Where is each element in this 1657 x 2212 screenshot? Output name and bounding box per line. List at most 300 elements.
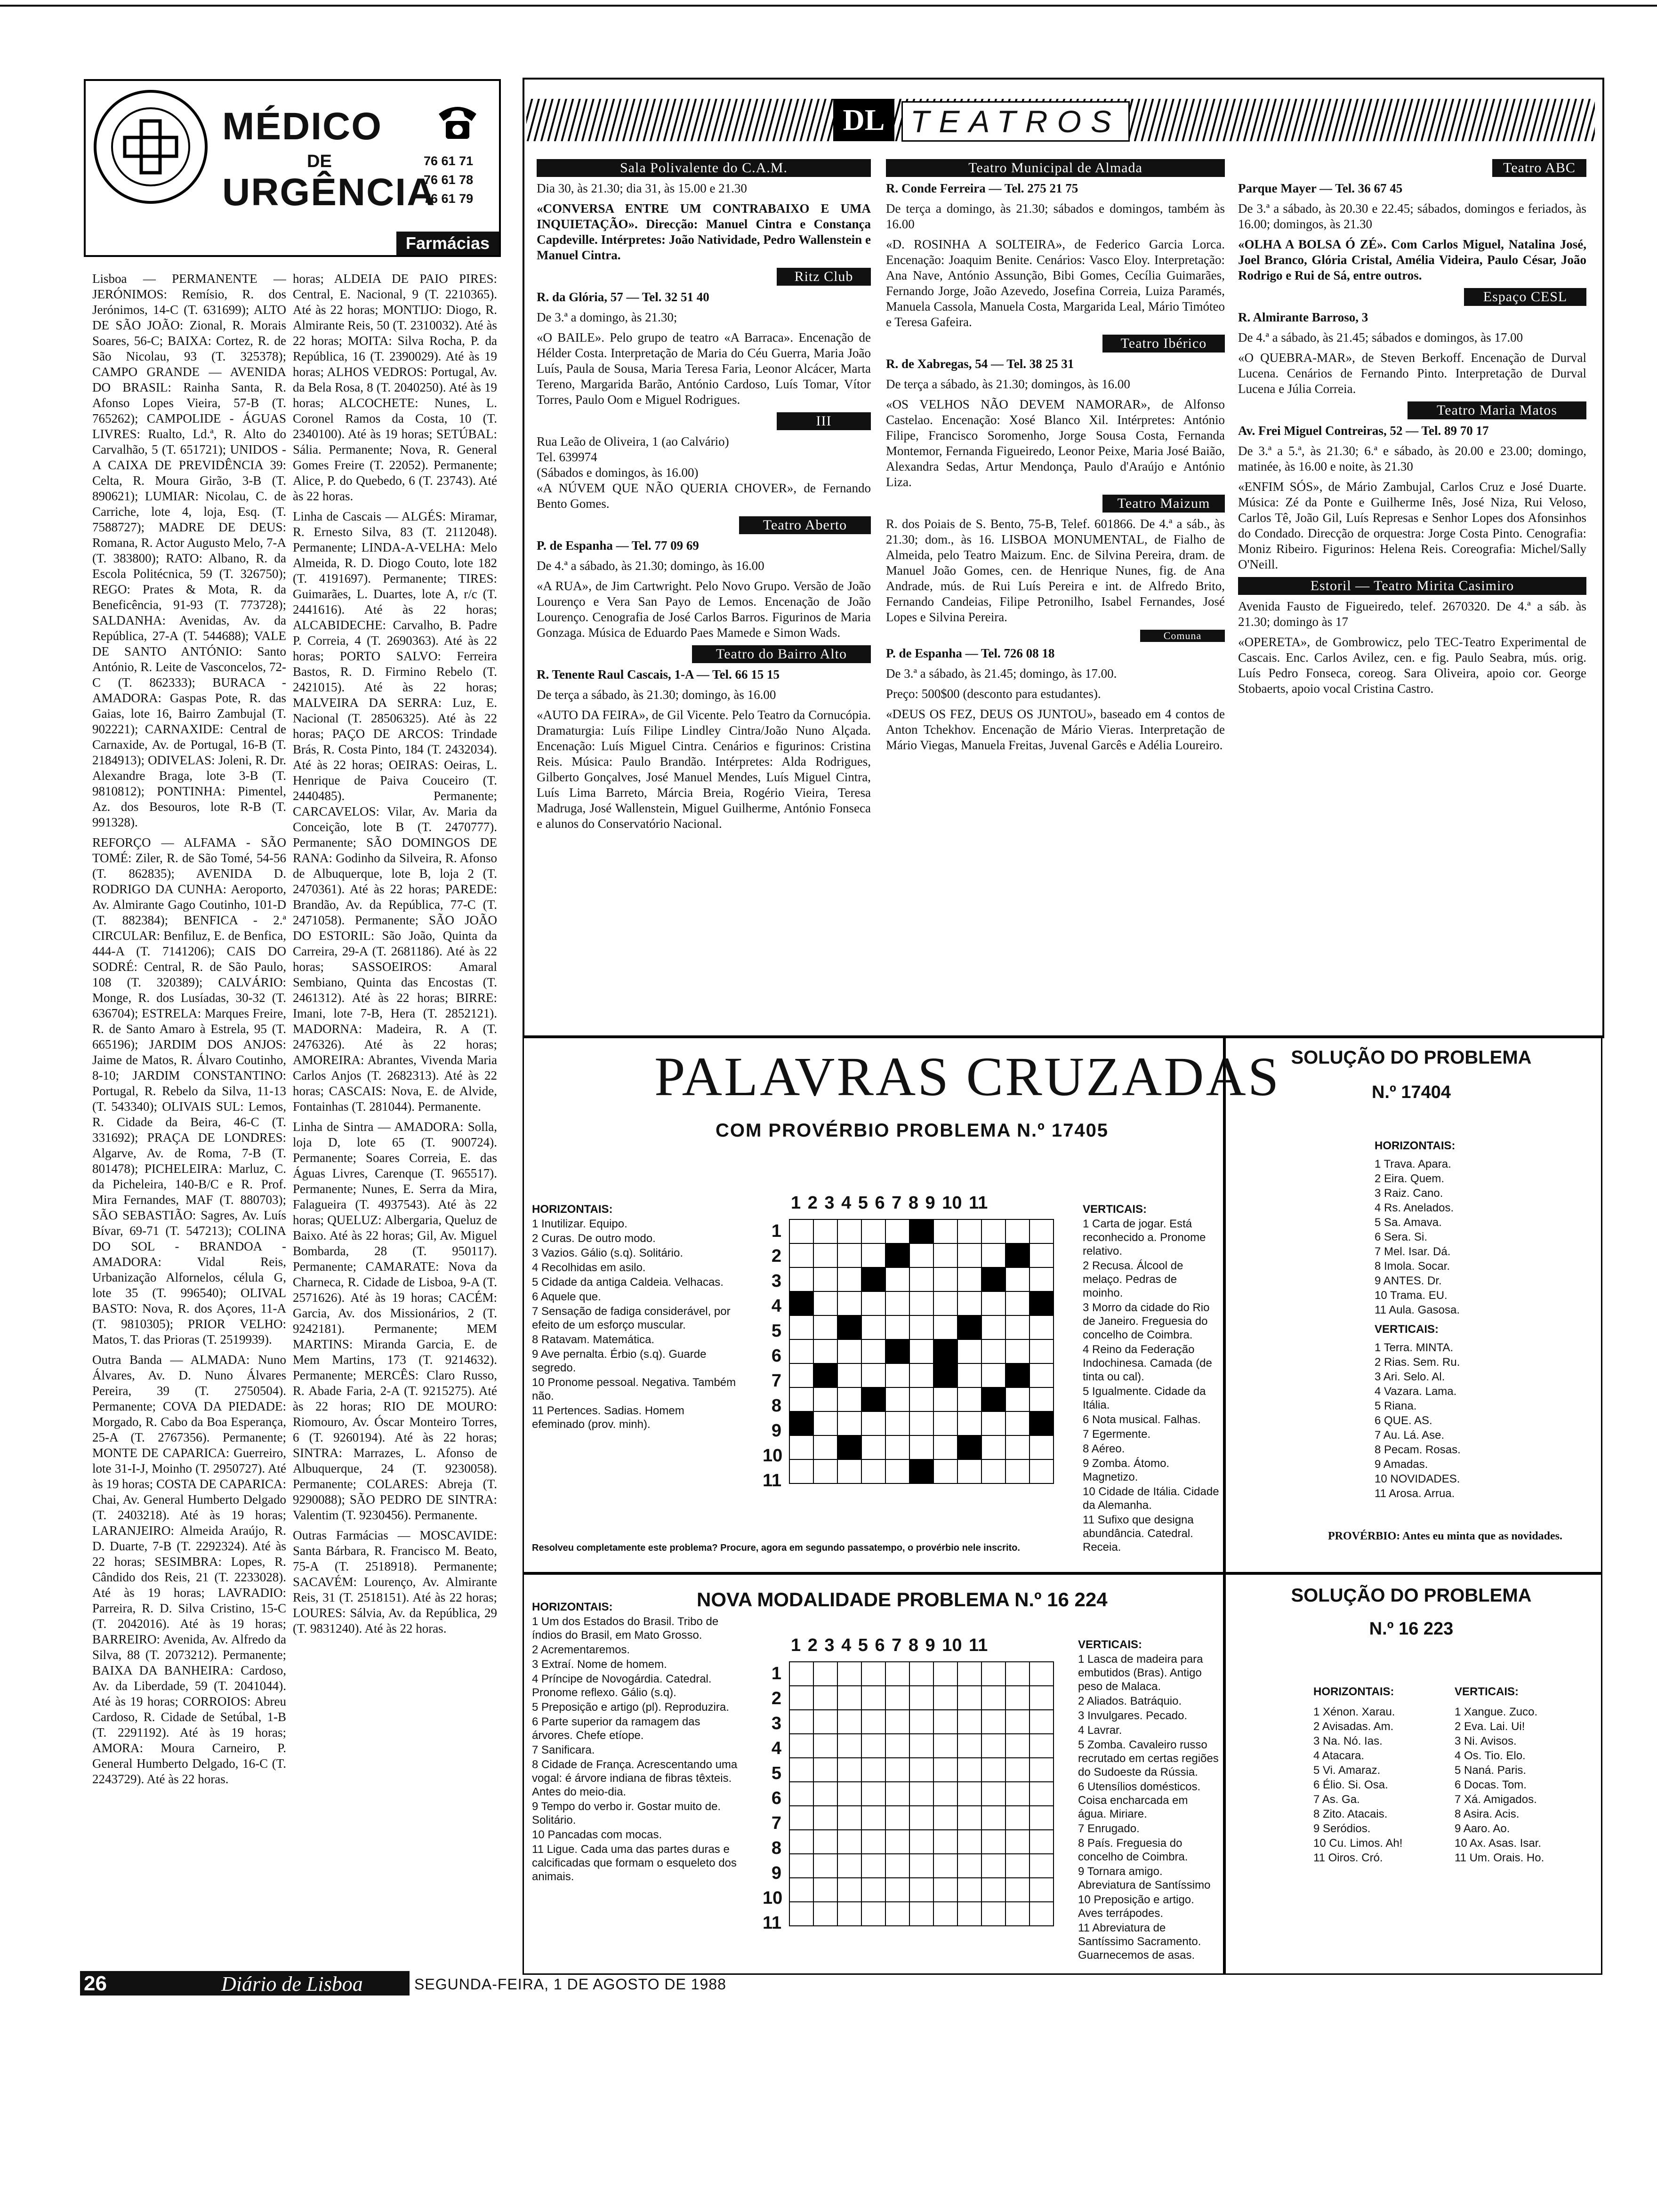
sol2-v4: 4 Os. Tio. Elo. xyxy=(1455,1749,1526,1762)
grid-cell xyxy=(885,1830,909,1854)
grid-cell xyxy=(837,1902,861,1926)
grid-cell xyxy=(837,1387,861,1411)
grid-cell xyxy=(837,1459,861,1483)
grid-cell xyxy=(861,1435,885,1459)
crossword1-horizontais-label: HORIZONTAIS: xyxy=(532,1203,613,1216)
clue-h7: 7 Sensação de fadiga considerável, por efeito de um esforço muscular. xyxy=(532,1305,731,1331)
grid-cell xyxy=(861,1686,885,1710)
grid-block xyxy=(933,1339,957,1363)
grid-cell xyxy=(813,1411,837,1435)
grid-cell xyxy=(885,1363,909,1387)
clue2-h8: 8 Cidade de França. Acrescentando uma vogal: é árvore indiana de fibras têxteis. Antes do meio-dia. xyxy=(532,1758,738,1798)
grid-cell xyxy=(981,1734,1005,1758)
sol2-h6: 6 Élio. Si. Osa. xyxy=(1313,1779,1388,1791)
clue-h6: 6 Aquele que. xyxy=(532,1290,601,1303)
grid-cell xyxy=(1030,1459,1054,1483)
sol2-v9: 9 Aaro. Ao. xyxy=(1455,1822,1510,1835)
grid-cell xyxy=(1005,1662,1030,1686)
sol1-h4: 4 Rs. Anelados. xyxy=(1375,1202,1454,1214)
clue2-v1: 1 Lasca de madeira para embutidos (Bras). Antigo peso de Malaca. xyxy=(1078,1653,1203,1693)
solution1-number: N.º 17404 xyxy=(1371,1082,1451,1102)
grid-cell xyxy=(813,1854,837,1878)
sol2-h5: 5 Vi. Amaraz. xyxy=(1313,1764,1381,1777)
almada-times: De terça a domingo, às 21.30; sábados e domingos, também às 16.00 xyxy=(886,201,1225,231)
clue2-v3: 3 Invulgares. Pecado. xyxy=(1078,1709,1188,1722)
grid-cell xyxy=(957,1267,981,1291)
grid-cell xyxy=(957,1902,981,1926)
ritz-address: R. da Glória, 57 — Tel. 32 51 40 xyxy=(537,290,709,304)
bairro-times: De terça a sábado, às 21.30; domingo, às 16.00 xyxy=(537,688,776,702)
clue-v8: 8 Aéreo. xyxy=(1083,1443,1125,1455)
sol2-v8: 8 Asira. Acis. xyxy=(1455,1808,1520,1820)
grid-cell xyxy=(957,1662,981,1686)
grid-block xyxy=(909,1219,933,1243)
grid-cell xyxy=(837,1363,861,1387)
venue-header-iberico: Teatro Ibérico xyxy=(1102,335,1225,353)
grid-cell xyxy=(933,1806,957,1830)
clue-h5: 5 Cidade da antiga Caldeia. Velhacas. xyxy=(532,1276,724,1289)
grid-cell xyxy=(981,1291,1005,1315)
crossword1-horizontais xyxy=(532,1202,739,1432)
medico-de: DE xyxy=(307,152,332,171)
sol2-h9: 9 Seródios. xyxy=(1313,1822,1371,1835)
grid-cell xyxy=(837,1219,861,1243)
clue-h11: 11 Pertences. Sadias. Homem efeminado (prov. minh). xyxy=(532,1404,684,1431)
almada-text: «D. ROSINHA A SOLTEIRA», de Federico Garcia Lorca. Encenação: Joaquim Benite. Cenários: Vasco Eloy. Interpretação: Ana Nave, António Assunção, Bibi Gomes, Cecília Guimarães, Fernando Jorge, João Azevedo, Josefina Correia, Luiza Paramés, Manuela Cassola, Manuela Costa, Margarida Leal, Mário Timóteo e Teresa Gafeira. xyxy=(886,237,1225,329)
grid-block xyxy=(837,1315,861,1339)
grid-cell xyxy=(957,1411,981,1435)
grid-cell xyxy=(957,1782,981,1806)
grid-cell xyxy=(1005,1339,1030,1363)
grid-block xyxy=(861,1267,885,1291)
cesl-address: R. Almirante Barroso, 3 xyxy=(1238,310,1368,324)
clue-h9: 9 Ave pernalta. Érbio (s.q). Guarde segredo. xyxy=(532,1348,707,1374)
sol1-v11: 11 Arosa. Arrua. xyxy=(1375,1487,1455,1500)
grid-cell xyxy=(1030,1243,1054,1267)
grid-cell xyxy=(909,1243,933,1267)
sol2-h10: 10 Cu. Limos. Ah! xyxy=(1313,1837,1403,1850)
maizum-text: R. dos Poiais de S. Bento, 75-B, Telef. 601866. De 4.ª a sáb., às 21.30; dom., às 16. LISBOA MONUMENTAL, de Fialho de Almeida, pelo Teatro Maizum. Enc. de Silvina Pereira, dram. de Manuel João Gomes, cen. de Henrique Nunes, fig. de Ana Andrade, mús. de Rui Luís Pereira e int. de Alfredo Brito, Fernando Candeias, Filipe Petronilho, Isabel Fernandes, José Lopes e Silvina Pereira. xyxy=(886,517,1225,624)
clue-v11: 11 Sufixo que designa abundância. Catedral. Receia. xyxy=(1083,1514,1194,1554)
comuna-text: «DEUS OS FEZ, DEUS OS JUNTOU», baseado em 4 contos de Anton Tchekhov. Encenação de Mário Vieras. Interpretação de Mário Viegas, Manuela Freitas, Juvenal Garcês e Adélia Loureiro. xyxy=(886,707,1225,752)
grid-cell xyxy=(1005,1459,1030,1483)
grid-cell xyxy=(837,1806,861,1830)
iii-address: Rua Leão de Oliveira, 1 (ao Calvário) xyxy=(537,434,729,449)
grid-cell xyxy=(957,1758,981,1782)
grid-cell xyxy=(1030,1387,1054,1411)
grid-cell xyxy=(1005,1806,1030,1830)
sol2-v7: 7 Xá. Amigados. xyxy=(1455,1793,1537,1806)
grid-cell xyxy=(957,1219,981,1243)
grid-cell xyxy=(837,1267,861,1291)
grid-cell xyxy=(1005,1734,1030,1758)
grid-cell xyxy=(981,1878,1005,1902)
sol2-v3: 3 Ni. Avisos. xyxy=(1455,1735,1517,1747)
grid-block xyxy=(837,1435,861,1459)
grid-block xyxy=(909,1459,933,1483)
sol1-h3: 3 Raiz. Cano. xyxy=(1375,1187,1443,1200)
grid-cell xyxy=(813,1243,837,1267)
grid-cell xyxy=(909,1686,933,1710)
venue-header-cesl: Espaço CESL xyxy=(1464,288,1586,306)
grid-cell xyxy=(813,1315,837,1339)
crossword2-horizontais xyxy=(532,1600,739,1884)
grid-cell xyxy=(981,1315,1005,1339)
grid-cell xyxy=(861,1411,885,1435)
grid-cell xyxy=(981,1662,1005,1686)
grid-cell xyxy=(957,1363,981,1387)
grid-cell xyxy=(933,1411,957,1435)
grid-cell xyxy=(813,1339,837,1363)
sol1-v2: 2 Rias. Sem. Ru. xyxy=(1375,1356,1460,1369)
grid-cell xyxy=(837,1339,861,1363)
pharmacies-cont: horas; ALDEIA DE PAIO PIRES: Central, E. Nacional, 9 (T. 2210365). Até às 22 horas; MONTIJO: Diogo, R. Almirante Reis, 50 (T. 2310032). Até às 22 horas; MOITA: Silva Rocha, P. da República, 16 (T. 2390029). Até às 19 horas; ALHOS VEDROS: Portugal, Av. da Bela Rosa, 8 (T. 2040250). Até às 19 horas; ALCOCHETE: Nunes, L. Coronel Ramos da Costa, 10 (T. 2340100). Até às 19 horas; SETÚBAL: Sália. Permanente; Nova, R. General Gomes Freire (T. 22052). Permanente; Alice, P. do Quebedo, 6 (T. 23743). Até às 22 horas. xyxy=(293,272,497,503)
teatros-col1 xyxy=(537,159,871,836)
clue-v1: 1 Carta de jogar. Está reconhecido a. Pronome relativo. xyxy=(1083,1218,1206,1258)
clue2-h5: 5 Preposição e artigo (pl). Reproduzira. xyxy=(532,1701,729,1714)
venue-header-comuna: Comuna xyxy=(1140,630,1225,642)
venue-header-almada: Teatro Municipal de Almada xyxy=(886,159,1225,177)
grid-cell xyxy=(981,1363,1005,1387)
grid-cell xyxy=(789,1339,813,1363)
grid-cell xyxy=(861,1662,885,1686)
clue2-v4: 4 Lavrar. xyxy=(1078,1724,1122,1737)
grid-cell xyxy=(885,1411,909,1435)
sol2-v1: 1 Xangue. Zuco. xyxy=(1455,1706,1538,1718)
grid-cell xyxy=(909,1363,933,1387)
clue2-h6: 6 Parte superior da ramagem das árvores. Chefe etíope. xyxy=(532,1715,700,1742)
grid-block xyxy=(1005,1363,1030,1387)
grid-cell xyxy=(909,1315,933,1339)
telephone-icon xyxy=(434,100,481,142)
grid-cell xyxy=(813,1387,837,1411)
grid-cell xyxy=(981,1339,1005,1363)
grid-cell xyxy=(861,1363,885,1387)
clue2-h4: 4 Príncipe de Novogárdia. Catedral. Pronome reflexo. Gálio (s.q). xyxy=(532,1673,712,1699)
grid-cell xyxy=(837,1686,861,1710)
pharmacies-outra-banda: Outra Banda — ALMADA: Nuno Álvares, Av. D. Nuno Álvares Pereira, 39 (T. 2750504). Permanente; COVA DA PIEDADE: Morgado, R. Cabo da Boa Esperança, 25-A (T. 2767356). Permanente; MONTE DE CAPARICA: Guerreiro, lote 31-I-J, Moinho (T. 2950727). Até às 19 horas; COSTA DE CAPARICA: Chai, Av. General Humberto Delgado (T. 2403218). Até às 19 horas; LARANJEIRO: Almeida Araújo, R. D. Duarte, 7-B (T. 2292324). Até às 22 horas; SESIMBRA: Lopes, R. Cândido dos Reis, 21 (T. 2233028). Até às 19 horas; LAVRADIO: Parreira, R. D. Silva Cristino, 15-C (T. 2042016). Até às 19 horas; BARREIRO: Avenida, Av. Alfredo da Silva, 88 (T. 2073212). Permanente; BAIXA DA BANHEIRA: Cardoso, Av. da Liberdade, 59 (T. 2041044). Até às 19 horas; CORROIOS: Abreu Cardoso, R. Cidade de Setúbal, 1-B (T. 2291192). Até às 19 horas; AMORA: Moura Carneiro, P. General Humberto Delgado, 16-C (T. 2243729). Até às 22 horas. xyxy=(92,1353,286,1786)
clue-h4: 4 Recolhidas em asilo. xyxy=(532,1261,646,1274)
grid-cell xyxy=(885,1878,909,1902)
pharmacies-outras: Outras Farmácias — MOSCAVIDE: Santa Bárbara, R. Francisco M. Beato, 75-A (T. 2518918). Permanente; SACAVÉM: Lourenço, Av. Almirante Reis, 31 (T. 2518151). Até às 22 horas; LOURES: Sálvia, Av. da República, 29 (T. 9831240). Até às 22 horas. xyxy=(293,1528,497,1635)
comuna-times: De 3.ª a sábado, às 21.45; domingo, às 17.00. xyxy=(886,666,1117,681)
grid-cell xyxy=(837,1291,861,1315)
grid-block xyxy=(885,1243,909,1267)
grid-cell xyxy=(933,1734,957,1758)
clue-v5: 5 Igualmente. Cidade da Itália. xyxy=(1083,1385,1206,1411)
grid-cell xyxy=(813,1219,837,1243)
grid-cell xyxy=(1005,1686,1030,1710)
grid-cell xyxy=(909,1758,933,1782)
phone-3: 76 61 79 xyxy=(424,192,474,206)
iii-text: «A NÚVEM QUE NÃO QUERIA CHOVER», de Fernando Bento Gomes. xyxy=(537,481,871,511)
clue-v3: 3 Morro da cidade do Rio de Janeiro. Freguesia do concelho de Coimbra. xyxy=(1083,1301,1210,1341)
grid-cell xyxy=(885,1806,909,1830)
grid-cell xyxy=(1005,1878,1030,1902)
sol1-v3: 3 Ari. Selo. Al. xyxy=(1375,1370,1445,1383)
crossword1-col-numbers: 1 2 3 4 5 6 7 8 9 10 11 xyxy=(791,1193,988,1213)
grid-cell xyxy=(909,1830,933,1854)
sol1-h5: 5 Sa. Amava. xyxy=(1375,1216,1442,1229)
grid-cell xyxy=(885,1734,909,1758)
grid-block xyxy=(981,1267,1005,1291)
grid-cell xyxy=(1005,1411,1030,1435)
venue-header-bairro-alto: Teatro do Bairro Alto xyxy=(692,645,871,663)
clue-h1: 1 Inutilizar. Equipo. xyxy=(532,1218,627,1230)
grid-cell xyxy=(1030,1878,1054,1902)
grid-cell xyxy=(1005,1267,1030,1291)
grid-cell xyxy=(813,1291,837,1315)
grid-cell xyxy=(933,1902,957,1926)
venue-header-sala: Sala Polivalente do C.A.M. xyxy=(537,159,871,177)
grid-cell xyxy=(909,1291,933,1315)
grid-cell xyxy=(789,1219,813,1243)
crossword2-subtitle: NOVA MODALIDADE PROBLEMA N.º 16 224 xyxy=(697,1588,1108,1611)
grid-cell xyxy=(861,1339,885,1363)
clue2-v2: 2 Aliados. Batráquio. xyxy=(1078,1695,1182,1707)
grid-cell xyxy=(1030,1734,1054,1758)
grid-cell xyxy=(933,1710,957,1734)
grid-cell xyxy=(957,1459,981,1483)
grid-cell xyxy=(789,1387,813,1411)
sol1-h2: 2 Eira. Quem. xyxy=(1375,1172,1445,1185)
sala-text: «CONVERSA ENTRE UM CONTRABAIXO E UMA INQUIETAÇÃO». Direcção: Manuel Cintra e Constança Capdeville. Intérpretes: João Natividade, Pedro Wallenstein e Manuel Cintra. xyxy=(537,201,871,262)
grid-block xyxy=(789,1291,813,1315)
grid-cell xyxy=(981,1686,1005,1710)
grid-cell xyxy=(837,1710,861,1734)
iii-times: (Sábados e domingos, às 16.00) xyxy=(537,465,699,480)
grid-cell xyxy=(933,1758,957,1782)
sol2-h4: 4 Atacara. xyxy=(1313,1749,1365,1762)
sol1-v9: 9 Amadas. xyxy=(1375,1458,1428,1471)
grid-cell xyxy=(837,1243,861,1267)
grid-cell xyxy=(813,1710,837,1734)
grid-cell xyxy=(909,1854,933,1878)
sol2-h2: 2 Avisadas. Am. xyxy=(1313,1720,1394,1733)
mariamatos-address: Av. Frei Miguel Contreiras, 52 — Tel. 89 70 17 xyxy=(1238,424,1489,438)
grid-cell xyxy=(861,1878,885,1902)
clue-v4: 4 Reino da Federação Indochinesa. Camada (de tinta ou cal). xyxy=(1083,1343,1212,1383)
grid-cell xyxy=(1030,1686,1054,1710)
sol1-h8: 8 Imola. Socar. xyxy=(1375,1260,1450,1273)
clue2-h9: 9 Tempo do verbo ir. Gostar muito de. Solitário. xyxy=(532,1800,721,1827)
grid-cell xyxy=(789,1459,813,1483)
grid-cell xyxy=(813,1435,837,1459)
grid-cell xyxy=(933,1878,957,1902)
grid-cell xyxy=(789,1267,813,1291)
grid-cell xyxy=(837,1411,861,1435)
comuna-address: P. de Espanha — Tel. 726 08 18 xyxy=(886,646,1055,660)
clue2-v11: 11 Abreviatura de Santíssimo Sacramento. Guarnecemos de asas. xyxy=(1078,1922,1201,1962)
grid-cell xyxy=(1030,1782,1054,1806)
grid-cell xyxy=(909,1782,933,1806)
clue2-h10: 10 Pancadas com mocas. xyxy=(532,1828,662,1841)
grid-cell xyxy=(1030,1662,1054,1686)
clue-h2: 2 Curas. De outro modo. xyxy=(532,1232,656,1245)
grid-cell xyxy=(933,1782,957,1806)
grid-cell xyxy=(1005,1219,1030,1243)
grid-cell xyxy=(1030,1806,1054,1830)
pharmacies-col1 xyxy=(92,271,286,1965)
grid-cell xyxy=(885,1854,909,1878)
grid-cell xyxy=(909,1902,933,1926)
grid-cell xyxy=(789,1902,813,1926)
sol2-v5: 5 Naná. Paris. xyxy=(1455,1764,1527,1777)
clue2-h2: 2 Acrementaremos. xyxy=(532,1643,630,1656)
grid-cell xyxy=(861,1291,885,1315)
crossword2-col-numbers: 1 2 3 4 5 6 7 8 9 10 11 xyxy=(791,1635,988,1655)
clue2-h1: 1 Um dos Estados do Brasil. Tribo de índios do Brasil, em Mato Grosso. xyxy=(532,1615,719,1642)
solution2-number: N.º 16 223 xyxy=(1369,1619,1454,1639)
grid-cell xyxy=(957,1339,981,1363)
grid-block xyxy=(957,1315,981,1339)
top-rule xyxy=(0,5,1657,7)
grid-cell xyxy=(861,1243,885,1267)
grid-cell xyxy=(837,1734,861,1758)
grid-cell xyxy=(981,1782,1005,1806)
grid-cell xyxy=(1005,1291,1030,1315)
sol1-h1: 1 Trava. Apara. xyxy=(1375,1158,1451,1170)
grid-cell xyxy=(1005,1902,1030,1926)
grid-cell xyxy=(861,1758,885,1782)
crossword2-grid xyxy=(789,1661,1054,1926)
mirita-address: Avenida Fausto de Figueiredo, telef. 2670320. De 4.ª a sáb. às 21.30; domingo às 17 xyxy=(1238,599,1586,629)
sol1-v1: 1 Terra. MINTA. xyxy=(1375,1341,1454,1354)
grid-cell xyxy=(957,1291,981,1315)
grid-block xyxy=(957,1435,981,1459)
clinic-logo-icon xyxy=(89,86,212,208)
grid-block xyxy=(1030,1411,1054,1435)
farmacias-label: Farmácias xyxy=(396,232,499,255)
footer-date: SEGUNDA-FEIRA, 1 DE AGOSTO DE 1988 xyxy=(414,1976,726,1993)
crossword1-subtitle: COM PROVÉRBIO PROBLEMA N.º 17405 xyxy=(716,1120,1109,1141)
grid-cell xyxy=(861,1315,885,1339)
clue2-v7: 7 Enrugado. xyxy=(1078,1822,1140,1835)
sala-times: Dia 30, às 21.30; dia 31, às 15.00 e 21.30 xyxy=(537,181,747,195)
grid-cell xyxy=(789,1662,813,1686)
pharmacies-reforco: REFORÇO — ALFAMA - SÃO TOMÉ: Ziler, R. de São Tomé, 54-56 (T. 862835); AVENIDA D. RODRIGO DA CUNHA: Aeroporto, Av. Almirante Gago Coutinho, 101-D (T. 882384); BENFICA - 2.ª CIRCULAR: Benfiluz, E. de Benfica, 444-A (T. 7141206); CAIS DO SODRÉ: Central, R. de São Paulo, 108 (T. 320389); CALVÁRIO: Monge, R. dos Lusíadas, 30-32 (T. 636704); ESTRELA: Marques Freire, R. de Santo Amaro à Estrela, 95 (T. 665196); JARDIM DOS ANJOS: Jaime de Matos, R. Álvaro Coutinho, 8-10; JARDIM CONSTANTINO: Portugal, R. Rebelo da Silva, 11-13 (T. 543340); OLIVAIS SUL: Lemos, R. Cidade da Beira, 46-C (T. 331692); PRAÇA DE LONDRES: Algarve, Av. de Roma, 7-B (T. 801478); PICHELEIRA: Marluz, C. da Picheleira, 140-B/C e R. Prof. Mira Fernandes, MAF (T. 880703); SÃO SEBASTIÃO: Sagres, Av. Luís Bívar, 69-71 (T. 547213); COLINA DO SOL - BRANDOA - AMADORA: Vidal Reis, Urbanização Alfornelos, célula G, lote 35 (T. 996540); OLIVAL BASTO: Nova, R. dos Açores, 11-A (T. 9810305); PRIOR VELHO: Matos, T. das Prioras (T. 2519939). xyxy=(92,835,286,1346)
grid-block xyxy=(933,1363,957,1387)
sol1-h6: 6 Sera. Si. xyxy=(1375,1231,1428,1243)
grid-cell xyxy=(909,1387,933,1411)
grid-cell xyxy=(885,1219,909,1243)
grid-cell xyxy=(837,1758,861,1782)
grid-cell xyxy=(909,1411,933,1435)
clue-h10: 10 Pronome pessoal. Negativa. Também não. xyxy=(532,1376,736,1403)
grid-cell xyxy=(789,1806,813,1830)
pharmacies-cascais: Linha de Cascais — ALGÉS: Miramar, R. Ernesto Silva, 83 (T. 2112048). Permanente; LINDA-A-VELHA: Melo Almeida, R. D. Diogo Couto, lote 182 (T. 4191697). Permanente; TIRES: Guimarães, L. Duartes, lote A, r/c (T. 2441616). Até às 22 horas; ALCABIDECHE: Carvalho, B. Padre P. Correia, 4 (T. 2690363). Até às 22 horas; PORTO SALVO: Ferreira Bastos, R. D. Firmino Rebelo (T. 2421015). Até às 22 horas; MALVEIRA DA SERRA: Luz, E. Nacional (T. 28506325). Até às 22 horas; PAÇO DE ARCOS: Trindade Brás, R. Costa Pinto, 184 (T. 2432034). Até às 22 horas; OEIRAS: Oeiras, L. Henrique de Paiva Couceiro (T. 2440485). Permanente; CARCAVELOS: Vilar, Av. Maria da Conceição, lote B (T. 2470777). Permanente; SÃO DOMINGOS DE RANA: Godinho da Silveira, R. Afonso de Albuquerque, lote B, loja 2 (T. 2470361). Até às 22 horas; PAREDE: Brandão, Av. da República, 77-C (T. 2471058). Permanente; SÃO JOÃO DO ESTORIL: São João, Quinta da Carreira, 29-A (T. 2681186). Até às 22 horas; SASSOEIROS: Amaral Sembiano, Quinta das Encostas (T. 2461312). Até às 22 horas; BIRRE: Imani, lote 7-B, Hera (T. 2852121). MADORNA: Madeira, R. A (T. 2476326). Até às 22 horas; AMOREIRA: Abrantes, Vivenda Maria Carlos Anjos (T. 2682313). Até às 22 horas; CASCAIS: Nova, E. de Alvide, Fontainhas (T. 281044). Permanente. xyxy=(293,509,497,1114)
grid-cell xyxy=(933,1830,957,1854)
mariamatos-text: «ENFIM SÓS», de Mário Zambujal, Carlos Cruz e José Duarte. Música: Zé da Ponte e Guilherme Inês, José Niza, Rui Veloso, Carlos Tê, João Gil, Luís Represas e Senhor Lopes dos Afonsinhos do Condado. Direcção de orquestra: Jorge Costa Pinto. Cenografia: Moniz Ribeiro. Figurinos: Helena Reis. Coreografia: Michel/Sally O'Neill. xyxy=(1238,480,1586,571)
grid-cell xyxy=(909,1435,933,1459)
grid-cell xyxy=(981,1459,1005,1483)
venue-header-maria-matos: Teatro Maria Matos xyxy=(1408,401,1586,419)
crossword2-verticais xyxy=(1078,1638,1219,1963)
sol1-h9: 9 ANTES. Dr. xyxy=(1375,1274,1442,1287)
clue2-h3: 3 Extraí. Nome de homem. xyxy=(532,1658,667,1671)
grid-cell xyxy=(789,1878,813,1902)
grid-cell xyxy=(1005,1435,1030,1459)
clue2-v6: 6 Utensílios domésticos. Coisa encharcada em água. Miriare. xyxy=(1078,1780,1201,1820)
solution1-horizontais xyxy=(1375,1139,1525,1501)
venue-header-iii: III xyxy=(777,412,871,430)
grid-cell xyxy=(1030,1902,1054,1926)
solution1-horizontais-label: HORIZONTAIS: xyxy=(1375,1139,1456,1152)
venue-header-ritz: Ritz Club xyxy=(777,268,871,286)
grid-cell xyxy=(789,1686,813,1710)
cesl-times: De 4.ª a sábado, às 21.45; sábados e domingos, às 17.00 xyxy=(1238,330,1523,345)
grid-cell xyxy=(813,1878,837,1902)
grid-cell xyxy=(885,1686,909,1710)
grid-cell xyxy=(885,1267,909,1291)
clue2-h7: 7 Sanificara. xyxy=(532,1744,595,1756)
grid-cell xyxy=(789,1758,813,1782)
grid-cell xyxy=(861,1219,885,1243)
grid-cell xyxy=(813,1806,837,1830)
grid-cell xyxy=(957,1806,981,1830)
grid-cell xyxy=(957,1830,981,1854)
clue2-v5: 5 Zomba. Cavaleiro russo recrutado em certas regiões do Sudoeste da Rússia. xyxy=(1078,1739,1219,1779)
bairro-text: «AUTO DA FEIRA», de Gil Vicente. Pelo Teatro da Cornucópia. Dramaturgia: Luís Filipe Lindley Cintra/João Nuno Alçada. Encenação: Luís Miguel Cintra. Cenários e figurinos: Cristina Reis. Música: Paulo Brandão. Intérpretes: Alda Rodrigues, Gilberto Gonçalves, José Manuel Mendes, Luís Miguel Cintra, Luís Lima Barreto, Márcia Breia, Rogério Vieira, Teresa Madruga, José Wallenstein, Miguel Guilherme, António Fonseca e alunos do Conservatório Nacional. xyxy=(537,708,871,831)
grid-cell xyxy=(885,1435,909,1459)
grid-cell xyxy=(981,1806,1005,1830)
medico-box xyxy=(84,79,501,257)
solution2-title: SOLUÇÃO DO PROBLEMA xyxy=(1291,1585,1532,1606)
grid-cell xyxy=(981,1411,1005,1435)
grid-cell xyxy=(909,1734,933,1758)
grid-cell xyxy=(861,1459,885,1483)
grid-cell xyxy=(837,1854,861,1878)
sol1-v5: 5 Riana. xyxy=(1375,1400,1417,1412)
grid-cell xyxy=(1030,1710,1054,1734)
grid-cell xyxy=(981,1854,1005,1878)
solution2-verticais-label: VERTICAIS: xyxy=(1455,1685,1519,1698)
solution2-horizontais xyxy=(1313,1685,1436,1866)
grid-cell xyxy=(957,1854,981,1878)
grid-cell xyxy=(909,1339,933,1363)
iberico-times: De terça a sábado, às 21.30; domingos, às 16.00 xyxy=(886,377,1130,391)
grid-cell xyxy=(981,1830,1005,1854)
grid-cell xyxy=(957,1710,981,1734)
crossword2-verticais-label: VERTICAIS: xyxy=(1078,1638,1142,1651)
sol2-v2: 2 Eva. Lai. Ui! xyxy=(1455,1720,1525,1733)
sol2-h3: 3 Na. Nó. Ias. xyxy=(1313,1735,1383,1747)
grid-cell xyxy=(933,1291,957,1315)
grid-cell xyxy=(1030,1830,1054,1854)
grid-cell xyxy=(981,1243,1005,1267)
sol1-v8: 8 Pecam. Rosas. xyxy=(1375,1443,1461,1456)
sol1-v6: 6 QUE. AS. xyxy=(1375,1414,1432,1427)
grid-cell xyxy=(789,1315,813,1339)
iberico-address: R. de Xabregas, 54 — Tel. 38 25 31 xyxy=(886,357,1074,371)
sol1-h11: 11 Aula. Gasosa. xyxy=(1375,1304,1460,1316)
grid-cell xyxy=(885,1387,909,1411)
abc-times: De 3.ª a sábado, às 20.30 e 22.45; sábados, domingos e feriados, às 16.00; domingos, às 21.30 xyxy=(1238,201,1586,231)
solution1-proverbio: PROVÉRBIO: Antes eu minta que as novidades. xyxy=(1327,1530,1563,1542)
grid-cell xyxy=(861,1710,885,1734)
teatros-header-title: TEATROS xyxy=(901,101,1130,142)
grid-cell xyxy=(957,1243,981,1267)
sol1-v4: 4 Vazara. Lama. xyxy=(1375,1385,1457,1398)
clue-v7: 7 Egermente. xyxy=(1083,1428,1151,1441)
clue-v10: 10 Cidade de Itália. Cidade da Alemanha. xyxy=(1083,1485,1219,1512)
cesl-text: «O QUEBRA-MAR», de Steven Berkoff. Encenação de Durval Lucena. Cenários de Fernando Pinto. Interpretação de Durval Lucena e Júlia Correia. xyxy=(1238,351,1586,396)
grid-cell xyxy=(861,1806,885,1830)
mirita-text: «OPERETA», de Gombrowicz, pelo TEC-Teatro Experimental de Cascais. Enc. Carlos Avilez, cen. e fig. Paulo Seabra, mús. orig. Luís Pedro Fonseca, coreog. Sara Oliveira, apoio cor. George Stobaerts, apoio vocal Cristina Castro. xyxy=(1238,635,1586,696)
aberto-times: De 4.ª a sábado, às 21.30; domingo, às 16.00 xyxy=(537,559,764,573)
grid-cell xyxy=(1030,1854,1054,1878)
grid-block xyxy=(981,1387,1005,1411)
